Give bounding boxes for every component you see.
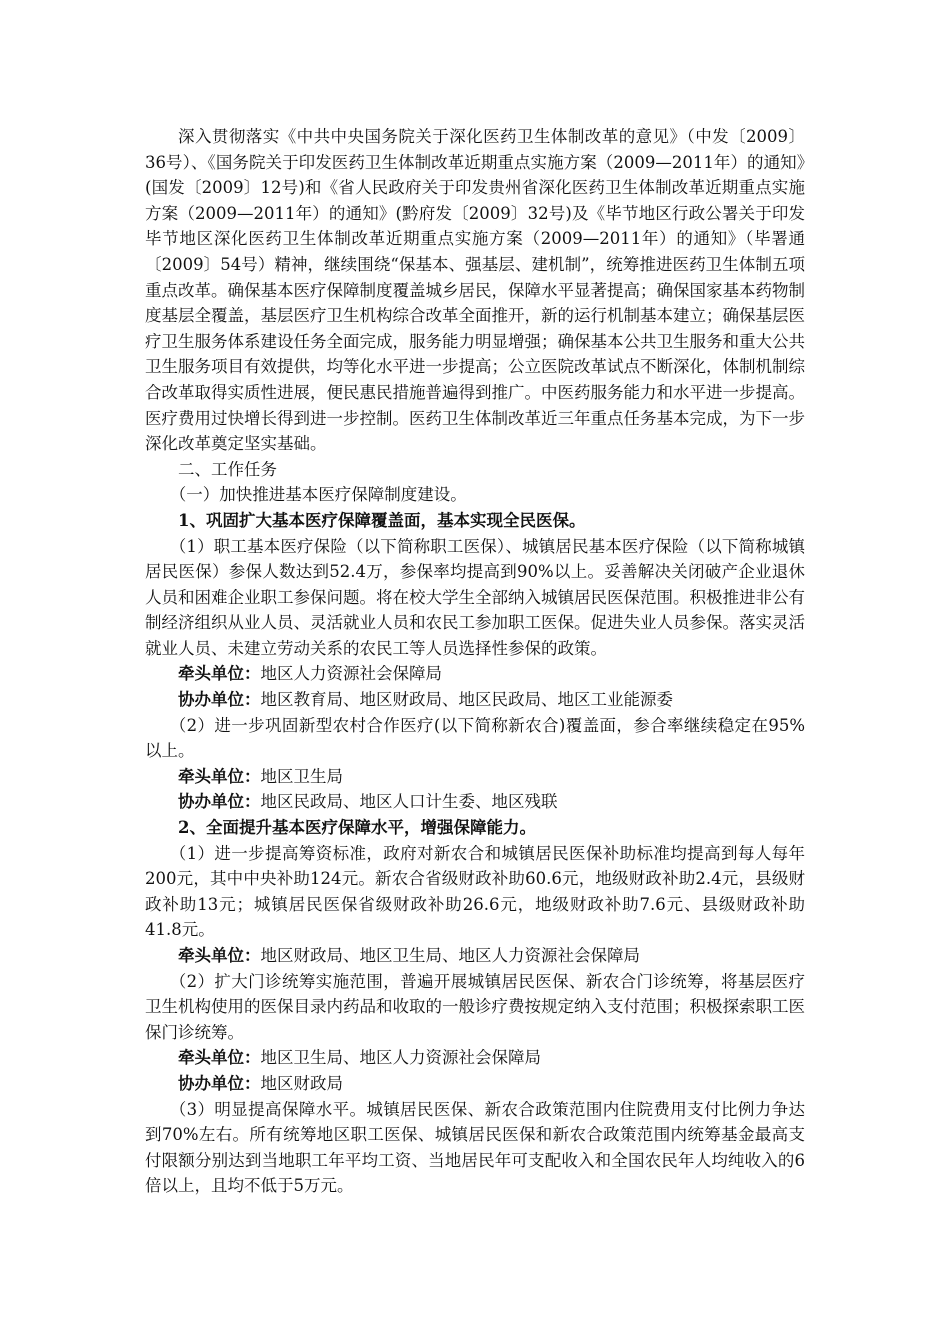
paragraph-1-1: （1）职工基本医疗保险（以下简称职工医保）、城镇居民基本医疗保险（以下简称城镇居民医保）参保人数达到52.4万，参保率均提高到90%以上。妥善解决关闭破产企业退休人员和困难企业职工参保问题。将在校大学生全部纳入城镇居民医保范围。积极推进非公有制经济组织从业人员、灵活就业人员和农民工参加职工医保。促进失业人员参保。落实灵活就业人员、未建立劳动关系的农民工等人员选择性参保的政策。 <box>145 536 805 658</box>
assist-unit-2-2 <box>145 1071 805 1097</box>
assist-unit-label: 协办单位： <box>178 690 261 710</box>
lead-unit-1-2 <box>145 764 805 790</box>
lead-unit-label: 牵头单位： <box>178 946 261 965</box>
assist-unit-label: 协办单位： <box>178 1073 261 1093</box>
assist-unit-label: 协办单位： <box>178 792 261 812</box>
lead-unit-label: 牵头单位： <box>178 766 261 786</box>
lead-unit-1-1 <box>145 661 805 687</box>
lead-unit-2-2 <box>145 1045 805 1071</box>
lead-unit-value: 地区人力资源社会保障局 <box>260 664 442 684</box>
assist-unit-1-2 <box>145 789 805 815</box>
assist-unit-value: 地区财政局 <box>260 1073 343 1093</box>
paragraph-2-2: （2）扩大门诊统筹实施范围，普遍开展城镇居民医保、新农合门诊统筹，将基层医疗卫生机构使用的医保目录内药品和收取的一般诊疗费按规定纳入支付范围；积极探索职工医保门诊统筹。 <box>145 971 805 1042</box>
lead-unit-value: 地区卫生局、地区人力资源社会保障局 <box>260 1048 541 1068</box>
paragraph-2-1: （1）进一步提高筹资标准，政府对新农合和城镇居民医保补助标准均提高到每人每年200元，其中中央补助124元。新农合省级财政补助60.6元，地级财政补助2.4元，县级财政补助13元；城镇居民医保省级财政补助26.6元，地级财政补助7.6元、县级财政补助41.8元。 <box>145 843 805 940</box>
lead-unit-label: 牵头单位： <box>178 1048 261 1068</box>
item-heading-1: 1、巩固扩大基本医疗保障覆盖面，基本实现全民医保。 <box>178 510 586 530</box>
lead-unit-value: 地区财政局、地区卫生局、地区人力资源社会保障局 <box>260 946 640 965</box>
intro-paragraph: 深入贯彻落实《中共中央国务院关于深化医药卫生体制改革的意见》（中发〔2009〕36号）、《国务院关于印发医药卫生体制改革近期重点实施方案（2009—2011年）的通知》(国发〔2009〕12号)和《省人民政府关于印发贵州省深化医药卫生体制改革近期重点实施方案（2009—2011年）的通知》(黔府发〔2009〕32号)及《毕节地区行政公署关于印发毕节地区深化医药卫生体制改革近期重点实施方案（2009—2011年）的通知》（毕署通〔2009〕54号）精神，继续围绕“保基本、强基层、建机制”，统筹推进医药卫生体制五项重点改革。确保基本医疗保障制度覆盖城乡居民，保障水平显著提高；确保国家基本药物制度基层全覆盖，基层医疗卫生机构综合改革全面推开，新的运行机制基本建立；确保基层医疗卫生服务体系建设任务全面完成，服务能力明显增强；确保基本公共卫生服务和重大公共卫生服务项目有效提供，均等化水平进一步提高；公立医院改革试点不断深化，体制机制综合改革取得实质性进展，便民惠民措施普遍得到推广。中医药服务能力和水平进一步提高。医疗费用过快增长得到进一步控制。医药卫生体制改革近三年重点任务基本完成，为下一步深化改革奠定坚实基础。 <box>145 127 805 454</box>
assist-unit-1-1 <box>145 687 805 713</box>
assist-unit-value: 地区教育局、地区财政局、地区民政局、地区工业能源委 <box>260 690 673 710</box>
lead-unit-value: 地区卫生局 <box>260 766 343 786</box>
document-page <box>145 124 805 1199</box>
section-heading-work-tasks: 二、工作任务 <box>178 459 277 479</box>
lead-unit-label: 牵头单位： <box>178 664 261 684</box>
subsection-heading-1: （一）加快推进基本医疗保障制度建设。 <box>169 485 467 505</box>
paragraph-2-3: （3）明显提高保障水平。城镇居民医保、新农合政策范围内住院费用支付比例力争达到70%左右。所有统筹地区职工医保、城镇居民医保和新农合政策范围内统筹基金最高支付限额分别达到当地职工年平均工资、当地居民年可支配收入和全国农民年人均纯收入的6倍以上，且均不低于5万元。 <box>145 1099 805 1196</box>
assist-unit-value: 地区民政局、地区人口计生委、地区残联 <box>260 792 558 812</box>
item-heading-2: 2、全面提升基本医疗保障水平，增强保障能力。 <box>178 818 536 838</box>
lead-unit-2-1 <box>145 943 805 969</box>
paragraph-1-2: （2）进一步巩固新型农村合作医疗(以下简称新农合)覆盖面，参合率继续稳定在95%以上。 <box>145 715 805 761</box>
